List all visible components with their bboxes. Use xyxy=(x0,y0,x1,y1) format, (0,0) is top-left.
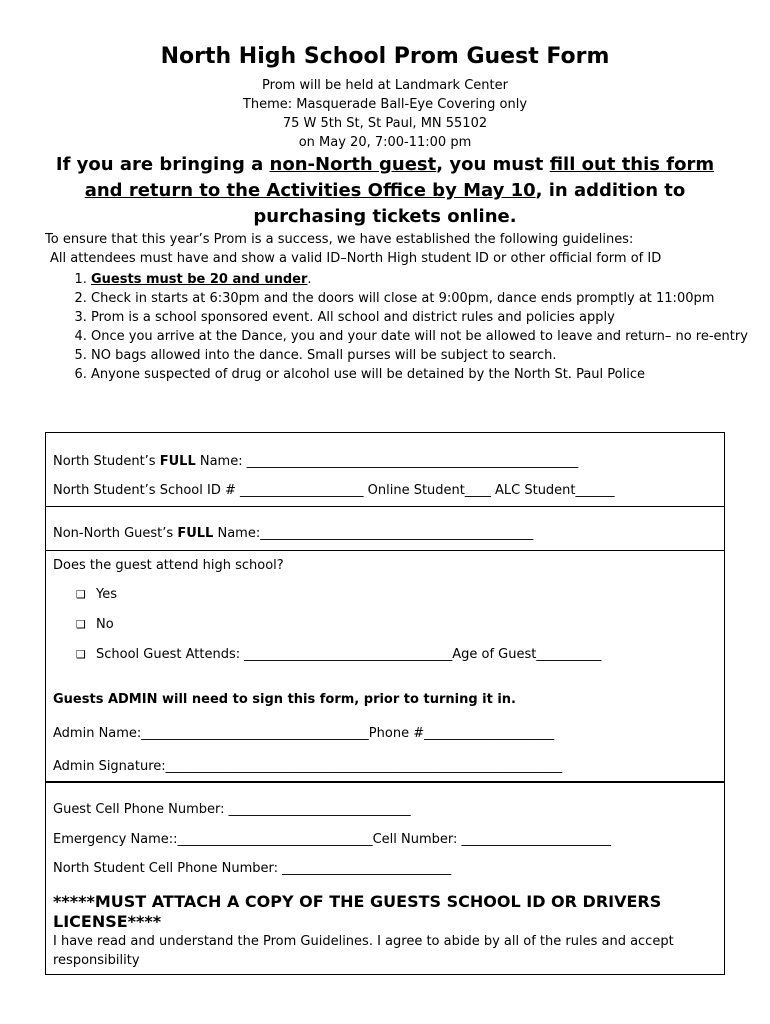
intro-text: To ensure that this year’s Prom is a success, we have established the following guidelines: xyxy=(45,232,634,247)
agreement-text: I have read and understand the Prom Guidelines. I agree to abide by all of the rules and accept responsibility xyxy=(53,934,674,968)
deadline-notice: If you are bringing a non-North guest, you must fill out this form and return to the Activities Office by May 10, in addition to purchasing tickets online. xyxy=(55,154,715,227)
checkbox-icon[interactable]: ❑ xyxy=(76,648,86,661)
contact-section xyxy=(45,781,725,975)
list-item: 4. Once you arrive at the Dance, you and your date will not be allowed to leave and return– no re-entry xyxy=(91,327,761,346)
admin-note: Guests ADMIN will need to sign this form, prior to turning it in. xyxy=(53,692,516,707)
admin-name-field[interactable]: Admin Name:___________________________________Phone #____________________ xyxy=(53,726,555,741)
emergency-contact-field[interactable]: Emergency Name::______________________________Cell Number: _______________________ xyxy=(53,832,612,847)
theme-line: Theme: Masquerade Ball-Eye Covering only xyxy=(242,97,528,112)
student-section xyxy=(45,432,725,507)
checkbox-icon[interactable]: ❑ xyxy=(76,588,86,601)
yes-option[interactable]: ❑ Yes xyxy=(76,587,117,602)
list-item: 3. Prom is a school sponsored event. All school and district rules and policies apply xyxy=(91,308,761,327)
form-title: North High School Prom Guest Form xyxy=(160,44,610,69)
date-line: on May 20, 7:00-11:00 pm xyxy=(298,135,472,150)
checkbox-icon[interactable]: ❑ xyxy=(76,618,86,631)
list-item: 5. NO bags allowed into the dance. Small purses will be subject to search. xyxy=(91,346,761,365)
guidelines-list xyxy=(45,270,761,384)
student-cell-field[interactable]: North Student Cell Phone Number: __________________________ xyxy=(53,861,452,876)
address-line: 75 W 5th St, St Paul, MN 55102 xyxy=(282,116,488,131)
attach-id-notice: *****MUST ATTACH A COPY OF THE GUESTS SCHOOL ID OR DRIVERS LICENSE**** xyxy=(53,892,662,931)
guest-cell-field[interactable]: Guest Cell Phone Number: ____________________________ xyxy=(53,802,411,817)
school-attends-option[interactable]: ❑ School Guest Attends: ________________________________Age of Guest__________ xyxy=(76,647,602,662)
guest-name-field[interactable]: Non-North Guest’s FULL Name:__________________________________________ xyxy=(53,526,534,541)
student-name-field[interactable]: North Student’s FULL Name: ___________________________________________________ xyxy=(53,454,579,469)
venue-line: Prom will be held at Landmark Center xyxy=(262,78,508,93)
no-option[interactable]: ❑ No xyxy=(76,617,114,632)
list-item: 6. Anyone suspected of drug or alcohol use will be detained by the North St. Paul Police xyxy=(91,365,761,384)
high-school-question: Does the guest attend high school? xyxy=(53,558,284,573)
student-id-field[interactable]: North Student’s School ID # ___________________ Online Student____ ALC Student______ xyxy=(53,483,615,498)
guest-school-section xyxy=(45,550,725,783)
list-item: 1. Guests must be 20 and under. xyxy=(91,270,761,289)
list-item: 2. Check in starts at 6:30pm and the doors will close at 9:00pm, dance ends promptly at 11:00pm xyxy=(91,289,761,308)
guest-name-section xyxy=(45,506,725,551)
id-requirement: All attendees must have and show a valid ID–North High student ID or other official form of ID xyxy=(50,251,662,266)
admin-signature-field[interactable]: Admin Signature:_____________________________________________________________ xyxy=(53,759,563,774)
